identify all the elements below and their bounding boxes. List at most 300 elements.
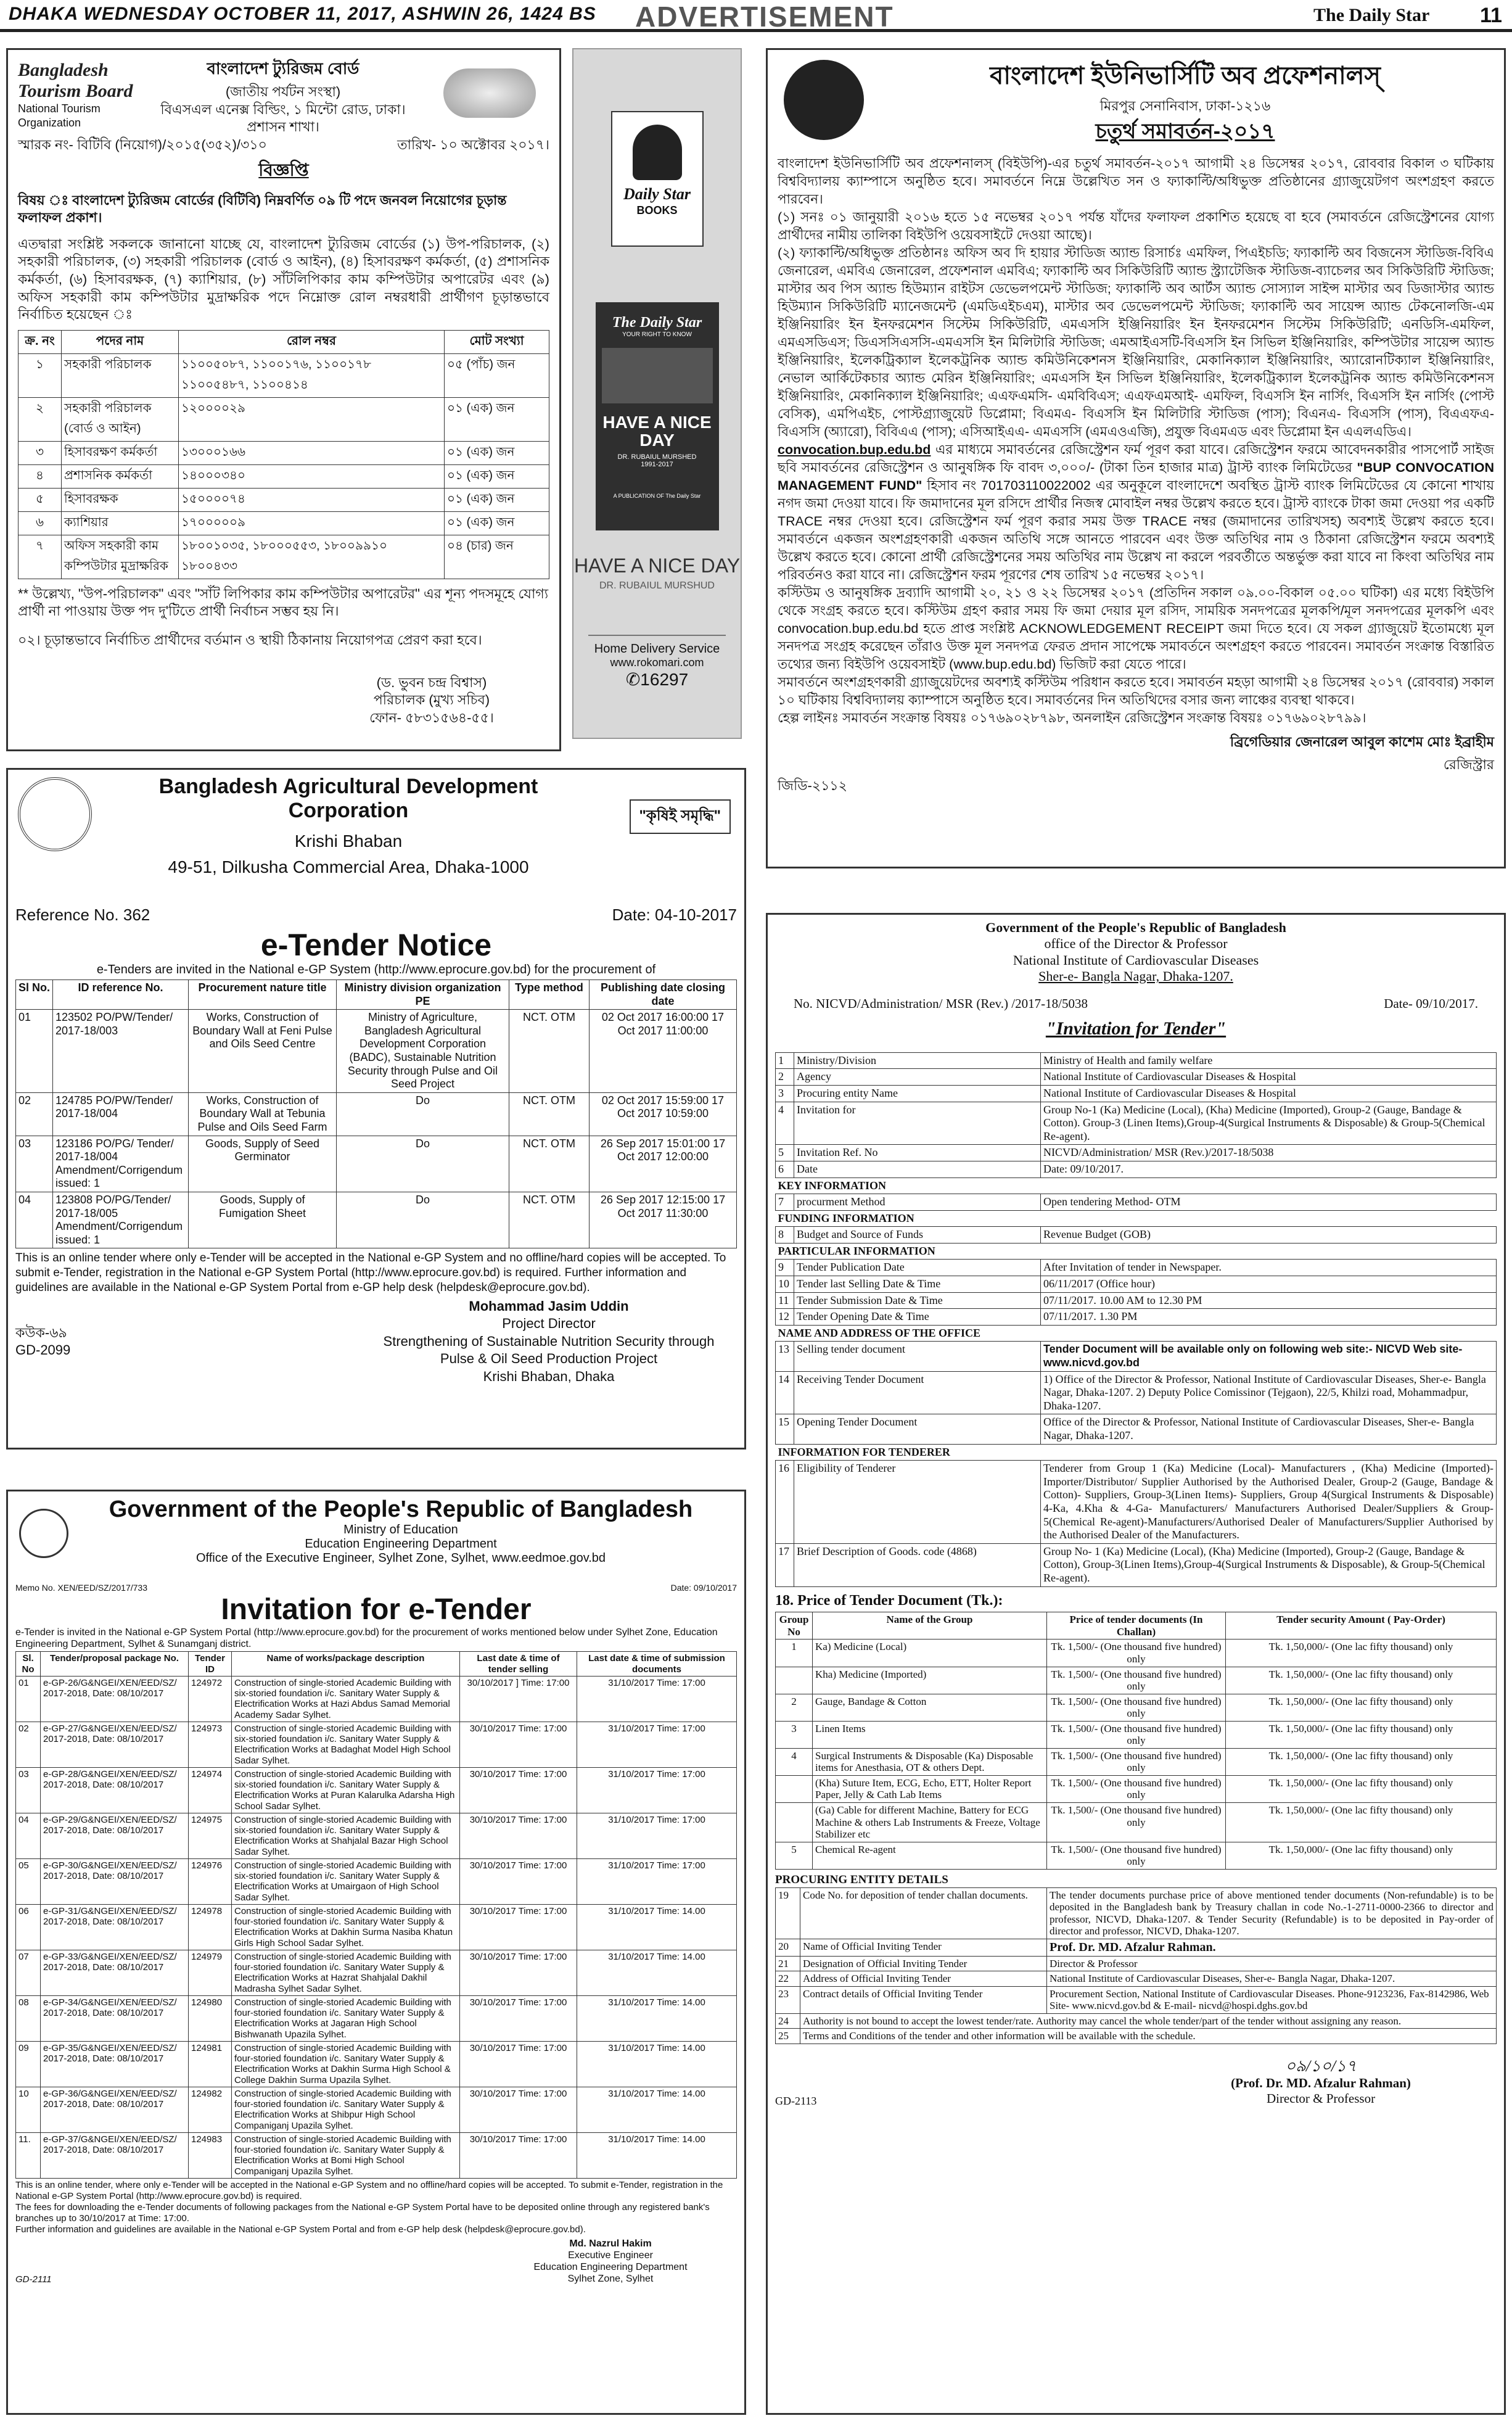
cell: NCT. OTM <box>509 1192 590 1248</box>
cell: Ka) Medicine (Local) <box>813 1639 1047 1667</box>
cell: National Institute of Cardiovascular Diseases & Hospital <box>1041 1085 1497 1102</box>
cell: ০১ (এক) জন <box>445 488 549 511</box>
cell: 30/10/2017 Time: 17:00 <box>460 1722 577 1767</box>
bup-sign2: রেজিস্ট্রার <box>1443 756 1494 772</box>
cell: Construction of single-storied Academic Building with four-storied foundation i/c. Sanitary Water Supply & Electrification Works at Jagaran High School Bishwanath Upazila Sylhet. <box>232 1995 460 2041</box>
bup-p7: হেল্প লাইনঃ সমাবর্তন সংক্রান্ত বিষয়ঃ ০১৭৬৯০২৮৭৯৮, অনলাইন রেজিস্ট্রেশন সংক্রান্ত বিষয়ঃ ০১৭৬৯০২৮৭৯৯। <box>778 711 1366 726</box>
cell: Receiving Tender Document <box>794 1371 1041 1414</box>
table-row <box>776 1414 1497 1444</box>
cell: ১৮০০১০৩৫, ১৮০০০৫৫৩, ১৮০০৯৯১০ ১৮০০৪৩৩ <box>179 535 445 579</box>
cell: 31/10/2017 Time: 17:00 <box>577 1676 737 1722</box>
eed-memo: Memo No. XEN/EED/SZ/2017/733 <box>15 1583 147 1593</box>
cell: 10 <box>16 2087 41 2132</box>
cell: 06/11/2017 (Office hour) <box>1041 1276 1497 1293</box>
eed-dept: Education Engineering Department <box>305 1537 497 1551</box>
cell: 01 <box>16 1010 53 1093</box>
badc-kc: কউক-৬৯ <box>15 1324 67 1340</box>
col-header: Tender ID <box>189 1652 232 1677</box>
cell: Tender Publication Date <box>794 1260 1041 1276</box>
table-row <box>18 535 549 579</box>
cell: Tk. 1,500/- (One thousand five hundred) only <box>1047 1694 1226 1721</box>
nicvd-inst: National Institute of Cardiovascular Diseases <box>1013 952 1259 968</box>
cell: Ministry/Division <box>794 1052 1041 1069</box>
masthead: The Daily Star <box>1313 5 1430 25</box>
col-header: Publishing date closing date <box>590 980 737 1010</box>
cell: Do <box>337 1192 509 1248</box>
cell: ১৭০০০০০৯ <box>179 511 445 535</box>
phone-icon: ✆ <box>625 670 641 690</box>
cell: 02 <box>16 1092 53 1136</box>
section-row <box>776 1325 1497 1342</box>
cell: ৭ <box>18 535 62 579</box>
section-title: ADVERTISEMENT <box>635 1 894 33</box>
badc-footer: This is an online tender where only e-Tender will be accepted in the National e-GP System and no offline/hard copies will be accepted. To submit e-Tender, registration in the National e-GP System Portal (http://www.eprocure.gov.bd) is required. Further information and guidelines are available in the National e-GP System Portal from e-GP help desk (helpdesk@eprocure.gov.bd). <box>15 1252 726 1294</box>
cell: Gauge, Bandage & Cotton <box>813 1694 1047 1721</box>
table-row <box>776 1260 1497 1276</box>
col-header: Tender security Amount ( Pay-Order) <box>1226 1612 1497 1639</box>
section-row <box>776 1243 1497 1260</box>
cell: (Ga) Cable for different Machine, Battery for ECG Machine & others Lab Instruments & Freeze, Voltage Stabilizer etc <box>813 1802 1047 1842</box>
table-row <box>16 1858 737 1904</box>
cell: Contract details of Official Inviting Tender <box>800 1986 1047 2013</box>
eed-f1: This is an online tender, where only e-Tender will be accepted in the National e-GP System and no offline/hard copies will be accepted. To submit e-Tender, registration in the National e-GP System Portal (http://www.eprocure.gov.bd) is required. <box>15 2179 723 2201</box>
cell: ০১ (এক) জন <box>445 397 549 441</box>
section-heading: INFORMATION FOR TENDERER <box>778 1445 950 1458</box>
col-header: Last date & time of submission documents <box>577 1652 737 1677</box>
cell: 30/10/2017 Time: 17:00 <box>460 2087 577 2132</box>
col-header: Type method <box>509 980 590 1010</box>
ds-phone <box>588 669 726 690</box>
cell: Tk. 1,500/- (One thousand five hundred) only <box>1047 1721 1226 1748</box>
btb-head <box>18 56 549 135</box>
table-row <box>16 1813 737 1858</box>
cell: Office of the Director & Professor, National Institute of Cardiovascular Diseases, Sher-e- Bangla Nagar, Dhaka-1207. <box>1041 1414 1497 1444</box>
table-row <box>16 1676 737 1722</box>
cell: হিসাবরক্ষণ কর্মকর্তা <box>62 441 179 464</box>
cell: Construction of single-storied Academic Building with four-storied foundation i/c. Sanitary Water Supply & Electrification Works at Dakhin Surma Nasiba Khatun Girls High School Sadar Sylhet. <box>232 1904 460 1950</box>
eed-f2: The fees for downloading the e-Tender documents of following packages from the National e-GP System Portal have to be deposited online through any registered bank's branches up to 30/10/2017 at Time: 17:00. <box>15 2201 710 2224</box>
cell: 31/10/2017 Time: 14.00 <box>577 1904 737 1950</box>
cell: ১৩০০০১৬৬ <box>179 441 445 464</box>
btb-subject: বিষয় ঃ বাংলাদেশ ট্যুরিজম বোর্ডের (বিটিবি) নিম্নবর্ণিত ০৯ টি পদে জনবল নিয়োগের চূড়ান্ত ফলাফল প্রকাশ। <box>18 192 507 226</box>
cell: Brief Description of Goods. code (4868) <box>794 1543 1041 1586</box>
cell: Linen Items <box>813 1721 1047 1748</box>
badc-ref: Reference No. 362 <box>15 905 150 924</box>
section-heading: NAME AND ADDRESS OF THE OFFICE <box>778 1326 981 1339</box>
btb-dept: প্রশাসন শাখা। <box>247 119 319 135</box>
eed-gov: Government of the People's Republic of Bangladesh <box>109 1496 693 1522</box>
cell: Ministry of Agriculture, Bangladesh Agricultural Development Corporation (BADC), Sustainable Nutrition Security through Pulse and Oil Seed Project <box>337 1010 509 1093</box>
cell: 30/10/2017 Time: 17:00 <box>460 1950 577 1995</box>
cell: Surgical Instruments & Disposable (Ka) Disposable items for Anesthasia, OT & others Dept. <box>813 1748 1047 1775</box>
table-row <box>776 1227 1497 1243</box>
table-row <box>776 2029 1497 2044</box>
badc-logo <box>18 777 92 851</box>
cell: 10 <box>776 1276 794 1293</box>
cell: (Kha) Suture Item, ECG, Echo, ETT, Holter Report Paper, Jelly & Cath Lab Items <box>813 1775 1047 1802</box>
cell: 30/10/2017 Time: 17:00 <box>460 1995 577 2041</box>
cell: Construction of single-storied Academic Building with six-storied foundation i/c. Sanitary Water Supply & Electrification Works at Shahjalal Bazar High School Sadar Sylhet. <box>232 1813 460 1858</box>
btb-sign-title: পরিচালক (মুখ্য সচিব) <box>373 692 490 708</box>
cell: Tk. 1,500/- (One thousand five hundred) only <box>1047 1842 1226 1869</box>
cell: Tk. 1,50,000/- (One lac fifty thousand) only <box>1226 1667 1497 1694</box>
badc-gd: GD-2099 <box>15 1342 71 1358</box>
cell: 30/10/2017 Time: 17:00 <box>460 2132 577 2178</box>
cell: Code No. for deposition of tender challan documents. <box>800 1887 1047 1939</box>
cell: ০১ (এক) জন <box>445 441 549 464</box>
eed-intro: e-Tender is invited in the National e-GP System Portal (http://www.eprocure.gov.bd) for the procurement of works mentioned below under Sylhet Zone, Education Engineering Department, Sylhet & Sunamganj district. <box>15 1627 718 1650</box>
cell: 24 <box>776 2013 800 2029</box>
bup-subtitle: চতুর্থ সমাবর্তন-২০১৭ <box>1095 119 1275 143</box>
cell: 07 <box>16 1950 41 1995</box>
col-header: Name of works/package description <box>232 1652 460 1677</box>
cell: 17 <box>776 1543 794 1586</box>
cell: 5 <box>776 1145 794 1161</box>
cell: 07/11/2017. 1.30 PM <box>1041 1309 1497 1326</box>
section-row <box>776 1444 1497 1461</box>
cell: 123502 PO/PW/Tender/ 2017-18/003 <box>53 1010 189 1093</box>
cell: Terms and Conditions of the tender and other information will be available with the schedule. <box>800 2029 1497 2044</box>
nicvd-addr: Sher-e- Bangla Nagar, Dhaka-1207. <box>1038 968 1233 984</box>
cell: হিসাবরক্ষক <box>62 488 179 511</box>
cell: Opening Tender Document <box>794 1414 1041 1444</box>
bup-ad <box>766 48 1506 868</box>
nicvd-price-title: 18. Price of Tender Document (Tk.): <box>775 1592 1003 1609</box>
cell: ৫ <box>18 488 62 511</box>
table-row <box>776 1694 1497 1721</box>
cell: 1 <box>776 1639 813 1667</box>
table-row <box>776 1748 1497 1775</box>
cell: 124980 <box>189 1995 232 2041</box>
cell: Name of Official Inviting Tender <box>800 1939 1047 1956</box>
cell: ১১০০৫০৮৭, ১১০০১৭৬, ১১০০১৭৮ ১১০০৫৪৮৭, ১১০০৪১৪ <box>179 353 445 397</box>
cell: Construction of single-storied Academic Building with four-storied foundation i/c. Sanitary Water Supply & Electrification Works at Hazrat Shahjalal Dakhil Madrasha Sylhet Sadar Sylhet. <box>232 1950 460 1995</box>
cell: e-GP-27/G&NGEI/XEN/EED/SZ/ 2017-2018, Date: 08/10/2017 <box>41 1722 189 1767</box>
cell: 124981 <box>189 2041 232 2087</box>
cell: Agency <box>794 1069 1041 1086</box>
table-row <box>16 1904 737 1950</box>
nicvd-gd: GD-2113 <box>775 2094 817 2107</box>
cell: e-GP-34/G&NGEI/XEN/EED/SZ/ 2017-2018, Date: 08/10/2017 <box>41 1995 189 2041</box>
ds-brand: Daily Star <box>623 185 691 203</box>
cell: e-GP-26/G&NGEI/XEN/EED/SZ/ 2017-2018, Date: 08/10/2017 <box>41 1676 189 1722</box>
table-row <box>776 1194 1497 1211</box>
dateline: DHAKA WEDNESDAY OCTOBER 11, 2017, ASHWIN 26, 1424 BS <box>9 4 596 24</box>
col-header: ID reference No. <box>53 980 189 1010</box>
eed-sign-zone: Sylhet Zone, Sylhet <box>567 2274 654 2285</box>
col-header: Tender/proposal package No. <box>41 1652 189 1677</box>
cell: After Invitation of tender in Newspaper. <box>1041 1260 1497 1276</box>
cell: 02 <box>16 1722 41 1767</box>
cell: ১২০০০০২৯ <box>179 397 445 441</box>
cell: Tk. 1,50,000/- (One lac fifty thousand) only <box>1226 1694 1497 1721</box>
badc-tagline: "কৃষিই সমৃদ্ধি" <box>630 799 731 834</box>
cell: 20 <box>776 1939 800 1956</box>
cell: Tender Document will be available only on following web site:- NICVD Web site- www.nicvd.gov.bd <box>1041 1342 1497 1371</box>
cell: 11 <box>776 1292 794 1309</box>
cell: Works, Construction of Boundary Wall at Feni Pulse and Oils Seed Centre <box>189 1010 337 1093</box>
table-row <box>16 1136 737 1192</box>
page-header <box>0 0 1512 32</box>
cell: 21 <box>776 1956 800 1971</box>
cell: Works, Construction of Boundary Wall at Tebunia Pulse and Oils Seed Farm <box>189 1092 337 1136</box>
cell: 31/10/2017 Time: 17:00 <box>577 1858 737 1904</box>
cell: 30/10/2017 Time: 17:00 <box>460 1813 577 1858</box>
ds-phone-number: 16297 <box>640 670 689 690</box>
table-row <box>776 1971 1497 1987</box>
cell: Kha) Medicine (Imported) <box>813 1667 1047 1694</box>
cell <box>776 1802 813 1842</box>
section-row <box>776 1210 1497 1227</box>
cell: Group No- 1 (Ka) Medicine (Local), (Kha) Medicine (Imported), Group-2 (Gauge, Bandage & Cotton), Group-3(Linen Items),Group-4(Surgical Instruments & Disposable), & Group-5(Chemical Re-agent). <box>1041 1543 1497 1586</box>
cell: Prof. Dr. MD. Afzalur Rahman. <box>1047 1939 1497 1956</box>
col-header: মোট সংখ্যা <box>445 330 549 353</box>
bup-logo <box>784 60 864 140</box>
gov-seal <box>19 1509 68 1558</box>
cell: 2 <box>776 1069 794 1086</box>
ds-books-ad <box>572 48 742 739</box>
table-row <box>776 1939 1497 1956</box>
table-row <box>18 488 549 511</box>
eed-sign-name: Md. Nazrul Hakim <box>569 2238 652 2249</box>
cell: 8 <box>776 1227 794 1243</box>
cell: 06 <box>16 1904 41 1950</box>
cell: 30/10/2017 ] Time: 17:00 <box>460 1676 577 1722</box>
table-row <box>18 397 549 441</box>
cell: Tk. 1,500/- (One thousand five hundred) only <box>1047 1802 1226 1842</box>
badc-table <box>15 980 737 1248</box>
cell: Invitation Ref. No <box>794 1145 1041 1161</box>
nicvd-gov: Government of the People's Republic of Bangladesh <box>985 920 1286 935</box>
bup-p2: (১) সনঃ ০১ জানুয়ারী ২০১৬ হতে ১৫ নভেম্বর ২০১৭ পর্যন্ত যাঁদের ফলাফল প্রকাশিত হয়েছে বা হবে (সমাবর্তনে রেজিস্ট্রেশনের যোগ্য প্রার্থীদের নামীয় তালিকা বিইউপি ওয়েবসাইটে দেওয়া আছে)। <box>778 210 1494 243</box>
cell: 05 <box>16 1858 41 1904</box>
table-row <box>776 1842 1497 1869</box>
table-row <box>16 1767 737 1813</box>
table-row <box>16 1192 737 1248</box>
cell: প্রশাসনিক কর্মকর্তা <box>62 464 179 488</box>
cell: Budget and Source of Funds <box>794 1227 1041 1243</box>
table-row <box>18 441 549 464</box>
bup-p5: কস্টিউম ও আনুষঙ্গিক দ্রব্যাদি আগামী ২০, ২১ ও ২২ ডিসেম্বর ২০১৭ (প্রতিদিন সকাল ০৯.০০-বিকাল ০৫.০০ ঘটিকা) এর মধ্যে বিইউপি থেকে সংগ্রহ করতে হবে। কস্টিউম গ্রহণ করার সময় ফি জমা দেয়ার মূল রসিদ, সাময়িক সনদপত্রের মূলকপি/মূল সনদপত্রের মূলকপি এবং convocation.bup.edu.bd হতে প্রাপ্ত সংশ্লিষ্ট ACKNOWLEDGEMENT RECEIPT জমা দিতে হবে। যে সকল গ্র্যাজুয়েট ইতোমধ্যে মূল সনদপত্র সংগ্রহ করেছেন তাঁরাও উক্ত মূল সনদপত্র ফেরত প্রদান সাপেক্ষে সমাবর্তনে অংশগ্রহণ করতে পারবেন। সমাবর্তন সংক্রান্ত বিস্তারিত তথ্যের জন্য বিইউপি ওয়েবসাইট (www.bup.edu.bd) ভিজিট করা যেতে পারে। <box>778 585 1494 672</box>
cell: ০১ (এক) জন <box>445 511 549 535</box>
cell: 15 <box>776 1414 794 1444</box>
table-row <box>776 1102 1497 1145</box>
btb-logo <box>18 60 135 130</box>
cell: Designation of Official Inviting Tender <box>800 1956 1047 1971</box>
cell: Address of Official Inviting Tender <box>800 1971 1047 1987</box>
cell: Group No-1 (Ka) Medicine (Local), (Kha) Medicine (Imported), Group-2 (Gauge, Bandage & Cotton). Group-3 (Linen Items),Group-4(Surgical Instruments & Disposable) & Group-5(Chemical Re-agent). <box>1041 1102 1497 1145</box>
nicvd-sign-name: (Prof. Dr. MD. Afzalur Rahman) <box>1231 2076 1411 2091</box>
col-header: Sl. No <box>16 1652 41 1677</box>
nicvd-title: "Invitation for Tender" <box>1045 1018 1226 1039</box>
bup-p6: সমাবর্তনে অংশগ্রহণকারী গ্র্যাজুয়েটদের অবশ্যই কস্টিউম পরিধান করতে হবে। সমাবর্তন মহড়া আগামী ২৪ ডিসেম্বর ২০১৭ (রোববার) সকাল ১০ ঘটিকায় বিশ্ববিদ্যালয় ক্যাম্পাসে অনুষ্ঠিত হবে। সমাবর্তনের দিন অতিথিদের বসার জন্য লাঞ্চের ব্যবস্থা থাকবে। <box>778 675 1494 708</box>
table-header-row <box>776 1612 1497 1639</box>
btb-logo-text: Bangladesh Tourism Board <box>18 60 133 101</box>
table-row <box>16 1995 737 2041</box>
table-row <box>776 1639 1497 1667</box>
cell: 13 <box>776 1342 794 1371</box>
cell: Director & Professor <box>1047 1956 1497 1971</box>
table-row <box>776 1052 1497 1069</box>
eed-ad <box>6 1490 746 2415</box>
cell: সহকারী পরিচালক <box>62 353 179 397</box>
cell: 03 <box>16 1767 41 1813</box>
bup-url[interactable]: convocation.bup.edu.bd <box>778 442 931 458</box>
eed-gd: GD-2111 <box>15 2274 52 2285</box>
cell: 09 <box>16 2041 41 2087</box>
btb-table <box>18 330 549 579</box>
table-row <box>776 2013 1497 2029</box>
cell: Construction of single-storied Academic Building with six-storied foundation i/c. Sanitary Water Supply & Electrification Works at Umairgaon of High School Sadar Sylhet. <box>232 1858 460 1904</box>
cell: Authority is not bound to accept the lowest tender/rate. Authority may cancel the whole tender/part of the tender without assigning any reason. <box>800 2013 1497 2029</box>
cell: Tk. 1,50,000/- (One lac fifty thousand) only <box>1226 1639 1497 1667</box>
table-row <box>776 1802 1497 1842</box>
cell: 124976 <box>189 1858 232 1904</box>
cell: 4 <box>776 1748 813 1775</box>
btb-sign-phone: ফোন- ৫৮৩১৫৬৪-৫৫। <box>369 709 494 725</box>
cell: 30/10/2017 Time: 17:00 <box>460 1858 577 1904</box>
table-row <box>776 1145 1497 1161</box>
cell: Tk. 1,500/- (One thousand five hundred) only <box>1047 1639 1226 1667</box>
nicvd-sign-title: Director & Professor <box>1266 2091 1376 2106</box>
btb-logo-sub: National Tourism Organization <box>18 102 101 129</box>
signature-date: ০৯/১০/১৭ <box>1285 2056 1357 2075</box>
cell: ০৪ (চার) জন <box>445 535 549 579</box>
cell: 124978 <box>189 1904 232 1950</box>
ds-delivery: Home Delivery Service <box>594 642 720 656</box>
cell: e-GP-31/G&NGEI/XEN/EED/SZ/ 2017-2018, Date: 08/10/2017 <box>41 1904 189 1950</box>
cell: 7 <box>776 1194 794 1211</box>
table-row <box>776 1721 1497 1748</box>
btb-body: এতদ্বারা সংশ্লিষ্ট সকলকে জানানো যাচ্ছে যে, বাংলাদেশ ট্যুরিজম বোর্ডের (১) উপ-পরিচালক, (২) সহকারী পরিচালক, (৩) সহকারী পরিচালক (বোর্ড ও আইন), (৪) হিসাবরক্ষণ কর্মকর্তা, (৫) প্রশাসনিক কর্মকর্তা, (৬) হিসাবরক্ষক, (৭) ক্যাশিয়ার, (৮) সাঁটলিপিকার কাম কম্পিউটার অপারেটর এবং (৯) অফিস সহকারী কাম কম্পিউটার মুদ্রাক্ষরিক পদে নিম্নোক্ত রোল নম্বরধারী প্রার্থীগণ চূড়ান্তভাবে নির্বাচিত হয়েছেন ঃ <box>18 236 549 323</box>
cell: 03 <box>16 1136 53 1192</box>
bup-p4: এর মাধ্যমে সমাবর্তনের রেজিস্ট্রেশন ফর্ম পূরণ করা যাবে। রেজিস্ট্রেশন ফরমে আবেদনকারীর পাসপোর্ট সাইজ ছবি সমাবর্তনের রেজিস্ট্রেশন ও আনুষঙ্গিক ফি বাবদ ৩,০০০/- (টাকা তিন হাজার মাত্র) ট্রাস্ট ব্যাংক লিমিটেডের <box>778 442 1494 476</box>
cell: 124983 <box>189 2132 232 2178</box>
cell: Tk. 1,50,000/- (One lac fifty thousand) only <box>1226 1721 1497 1748</box>
badc-title: e-Tender Notice <box>260 928 492 962</box>
cell: 30/10/2017 Time: 17:00 <box>460 1767 577 1813</box>
cell: ৬ <box>18 511 62 535</box>
table-row <box>16 2132 737 2178</box>
cell: 31/10/2017 Time: 14.00 <box>577 2087 737 2132</box>
cell: Tk. 1,500/- (One thousand five hundred) only <box>1047 1748 1226 1775</box>
cell: ০৫ (পাঁচ) জন <box>445 353 549 397</box>
cell: ৩ <box>18 441 62 464</box>
eed-date: Date: 09/10/2017 <box>670 1583 737 1593</box>
col-header: Price of tender documents (In Challan) <box>1047 1612 1226 1639</box>
cell: Invitation for <box>794 1102 1041 1145</box>
cell: Do <box>337 1136 509 1192</box>
btb-org: বাংলাদেশ ট্যুরিজম বোর্ড <box>207 59 360 78</box>
table-row <box>18 511 549 535</box>
cell: 04 <box>16 1192 53 1248</box>
col-header: রোল নম্বর <box>179 330 445 353</box>
cell: Selling tender document <box>794 1342 1041 1371</box>
col-header: Sl No. <box>16 980 53 1010</box>
table-row <box>18 353 549 397</box>
cell: e-GP-37/G&NGEI/XEN/EED/SZ/ 2017-2018, Date: 08/10/2017 <box>41 2132 189 2178</box>
badc-bhaban: Krishi Bhaban <box>294 831 403 851</box>
section-heading: KEY INFORMATION <box>778 1179 886 1192</box>
table-row <box>776 1085 1497 1102</box>
btb-org2: (জাতীয় পর্যটন সংস্থা) <box>225 84 341 99</box>
col-header: Last date & time of tender selling <box>460 1652 577 1677</box>
cell: 31/10/2017 Time: 17:00 <box>577 1767 737 1813</box>
cell: 31/10/2017 Time: 17:00 <box>577 1813 737 1858</box>
cell: Construction of single-storied Academic Building with six-storied foundation i/c. Sanitary Water Supply & Electrification Works at Hazi Abdus Samad Memorial Academy Sadar Sylhet. <box>232 1676 460 1722</box>
cell: Construction of single-storied Academic Building with four-storied foundation i/c. Sanitary Water Supply & Electrification Works at Dakhin Surma High School & College Dakhin Surma Upazila Sylhet. <box>232 2041 460 2087</box>
cell: 124972 <box>189 1676 232 1722</box>
badc-sign-line5: Krishi Bhaban, Dhaka <box>483 1368 615 1384</box>
cell: Eligibility of Tenderer <box>794 1461 1041 1544</box>
table-row <box>16 1010 737 1093</box>
nicvd-date: Date- 09/10/2017. <box>1384 996 1478 1011</box>
cover-author: DR. RUBAIUL MURSHED <box>617 453 697 461</box>
btb-title: বিজ্ঞপ্তি <box>258 160 309 179</box>
btb-date: তারিখ- ১০ অক্টোবর ২০১৭। <box>397 137 549 152</box>
cell: The tender documents purchase price of above mentioned tender documents (Non-refundable) is to be deposited in the Bangladesh bank by Treasury challan in code No.-1-2711-0000-2366 to director and professor, NICVD, Dhaka-1207. & Tender Security (Refundable) is to be deposited in Pay-order of director and professor, NICVD, Dhaka-1207. <box>1047 1887 1497 1939</box>
cell: Chemical Re-agent <box>813 1842 1047 1869</box>
cell: 31/10/2017 Time: 14.00 <box>577 1995 737 2041</box>
badc-intro: e-Tenders are invited in the National e-GP System (http://www.eprocure.gov.bd) for the procurement of <box>96 963 656 976</box>
table-row <box>776 1956 1497 1971</box>
cell: e-GP-28/G&NGEI/XEN/EED/SZ/ 2017-2018, Date: 08/10/2017 <box>41 1767 189 1813</box>
cell: NCT. OTM <box>509 1010 590 1093</box>
cell: e-GP-29/G&NGEI/XEN/EED/SZ/ 2017-2018, Date: 08/10/2017 <box>41 1813 189 1858</box>
badc-date: Date: 04-10-2017 <box>612 905 737 924</box>
cell: e-GP-33/G&NGEI/XEN/EED/SZ/ 2017-2018, Date: 08/10/2017 <box>41 1950 189 1995</box>
col-header: Group No <box>776 1612 813 1639</box>
col-header: Name of the Group <box>813 1612 1047 1639</box>
cover-title: HAVE A NICE DAY <box>602 413 712 450</box>
cell: 23 <box>776 1986 800 2013</box>
cell: ১৫০০০০৭৪ <box>179 488 445 511</box>
badc-ad <box>6 768 746 1450</box>
ds-author2: DR. RUBAIUL MURSHUD <box>599 580 715 592</box>
col-header: ক্র. নং <box>18 330 62 353</box>
section-row <box>776 1178 1497 1194</box>
section-heading: FUNDING INFORMATION <box>778 1211 914 1224</box>
badc-sign-line4: Pulse & Oil Seed Production Project <box>440 1351 658 1367</box>
table-row <box>776 1986 1497 2013</box>
cell: 31/10/2017 Time: 14.00 <box>577 1950 737 1995</box>
table-row <box>16 1092 737 1136</box>
ds-title2: HAVE A NICE DAY <box>573 555 741 577</box>
bup-p4c: হিসাব নং 701703110022002 এর অনুকূলে বাংলাদেশে অবস্থিত ট্রাস্ট ব্যাংক লিমিটেডের যে কোনো শাখায় নগদ জমা দেওয়া যাবে। ফি জমাদানের মূল রসিদে প্রার্থীর নিজস্ব মোবাইল নম্বর উল্লেখ করতে হবে। ট্রাস্ট ব্যাংকে টাকা জমা দেওয়া পর একটি TRACE নম্বর দেওয়া হবে। রেজিস্ট্রেশন ফর্ম পূরণ করার সময় উক্ত TRACE নম্বর (জমাদানের তারিখসহ) অবশ্যই উল্লেখ করতে হবে। সমাবর্তনে একজন অংশগ্রহণকারী একজন অতিথি সঙ্গে আনতে পারবেন এবং উক্ত অতিথির নাম ও ঠিকানা রেজিস্ট্রেশন ফরমে অবশ্যই উল্লেখ করতে হবে। কোনো প্রার্থী রেজিস্ট্রেশনের সময় অতিথির নাম উল্লেখ না করলে পরবর্তীতে অন্তর্ভুক্ত করা যাবে না কিংবা অতিথির নাম পরিবর্তনও করা যাবে না। রেজিস্ট্রেশন ফরম পূরণের শেষ তারিখ ১৫ নভেম্বর ২০১৭। <box>778 478 1495 583</box>
cell: 6 <box>776 1161 794 1178</box>
cell: procurment Method <box>794 1194 1041 1211</box>
badc-addr: 49-51, Dilkusha Commercial Area, Dhaka-1000 <box>168 857 529 876</box>
bup-code: জিডি-২১১২ <box>778 777 847 793</box>
cell: Date: 09/10/2017. <box>1041 1161 1497 1178</box>
cell: 11. <box>16 2132 41 2178</box>
nicvd-table-3 <box>775 1887 1497 2044</box>
cell: 124974 <box>189 1767 232 1813</box>
btb-ad <box>6 48 561 751</box>
cell: e-GP-36/G&NGEI/XEN/EED/SZ/ 2017-2018, Date: 08/10/2017 <box>41 2087 189 2132</box>
book-cover <box>596 302 719 530</box>
table-row <box>16 2087 737 2132</box>
cell: সহকারী পরিচালক (বোর্ড ও আইন) <box>62 397 179 441</box>
cell <box>776 1667 813 1694</box>
cell: e-GP-30/G&NGEI/XEN/EED/SZ/ 2017-2018, Date: 08/10/2017 <box>41 1858 189 1904</box>
cell: Goods, Supply of Fumigation Sheet <box>189 1192 337 1248</box>
cell: 31/10/2017 Time: 17:00 <box>577 1722 737 1767</box>
cell: 4 <box>776 1102 794 1145</box>
table-row <box>16 1722 737 1767</box>
table-row <box>776 1161 1497 1178</box>
eed-office: Office of the Executive Engineer, Sylhet Zone, Sylhet, www.eedmoe.gov.bd <box>195 1551 606 1565</box>
